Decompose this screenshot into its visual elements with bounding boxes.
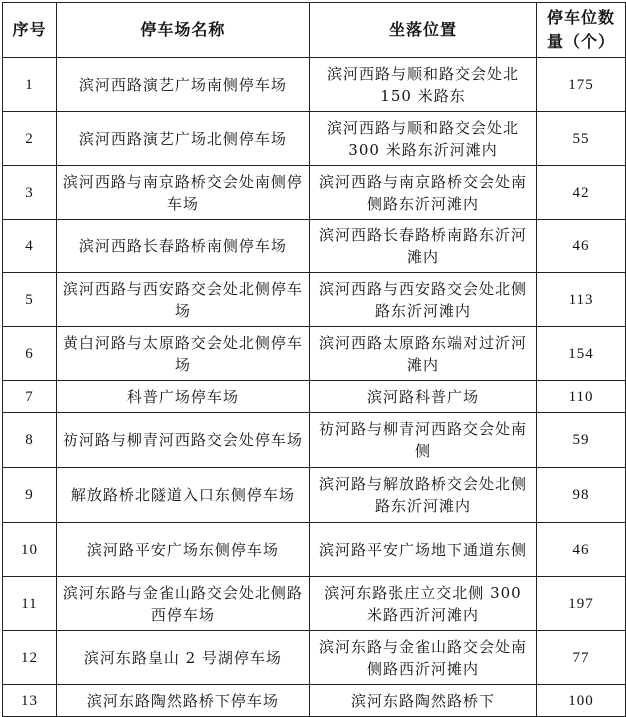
row-name: 滨河路平安广场东侧停车场 — [56, 523, 309, 577]
row-location: 滨河路科普广场 — [309, 381, 536, 413]
row-name: 滨河东路与金雀山路交会处北侧路西停车场 — [56, 577, 309, 631]
row-location: 滨河东路陶然路桥下 — [309, 685, 536, 717]
row-location: 滨河路平安广场地下通道东侧 — [309, 523, 536, 577]
row-count: 46 — [537, 523, 626, 577]
table-row — [3, 413, 626, 468]
row-name: 滨河西路演艺广场北侧停车场 — [56, 112, 309, 166]
table-row — [3, 220, 626, 273]
row-count: 154 — [537, 327, 626, 381]
table-row — [3, 273, 626, 327]
row-count: 77 — [537, 631, 626, 685]
table-row — [3, 327, 626, 381]
row-name: 黄白河路与太原路交会处北侧停车场 — [56, 327, 309, 381]
row-no: 10 — [3, 523, 57, 577]
row-no: 6 — [3, 327, 57, 381]
row-no: 2 — [3, 112, 57, 166]
row-location: 祊河路与柳青河西路交会处南侧 — [309, 413, 536, 468]
table-row — [3, 58, 626, 112]
row-location: 滨河西路长春路桥南路东沂河滩内 — [309, 220, 536, 273]
table-row — [3, 468, 626, 523]
header-name: 停车场名称 — [56, 3, 309, 58]
row-name: 滨河西路与南京路桥交会处南侧停车场 — [56, 166, 309, 220]
table-row — [3, 523, 626, 577]
row-no: 12 — [3, 631, 57, 685]
row-count: 110 — [537, 381, 626, 413]
row-no: 5 — [3, 273, 57, 327]
row-count: 175 — [537, 58, 626, 112]
row-no: 4 — [3, 220, 57, 273]
row-count: 59 — [537, 413, 626, 468]
header-location: 坐落位置 — [309, 3, 536, 58]
row-count: 100 — [537, 685, 626, 717]
row-name: 祊河路与柳青河西路交会处停车场 — [56, 413, 309, 468]
row-name: 滨河东路皇山 2 号湖停车场 — [56, 631, 309, 685]
row-name: 滨河西路演艺广场南侧停车场 — [56, 58, 309, 112]
row-location: 滨河东路张庄立交北侧 300 米路西沂河滩内 — [309, 577, 536, 631]
row-location: 滨河西路与西安路交会处北侧路东沂河滩内 — [309, 273, 536, 327]
table-row — [3, 112, 626, 166]
row-no: 9 — [3, 468, 57, 523]
row-no: 1 — [3, 58, 57, 112]
row-location: 滨河东路与金雀山路交会处南侧路西沂河摊内 — [309, 631, 536, 685]
row-count: 42 — [537, 166, 626, 220]
parking-lot-table — [2, 2, 626, 717]
row-name: 滨河西路长春路桥南侧停车场 — [56, 220, 309, 273]
row-location: 滨河西路与顺和路交会处北 150 米路东 — [309, 58, 536, 112]
row-count: 113 — [537, 273, 626, 327]
row-no: 11 — [3, 577, 57, 631]
row-no: 13 — [3, 685, 57, 717]
row-name: 滨河西路与西安路交会处北侧停车场 — [56, 273, 309, 327]
row-name: 科普广场停车场 — [56, 381, 309, 413]
header-row — [3, 3, 626, 58]
row-count: 55 — [537, 112, 626, 166]
row-name: 滨河东路陶然路桥下停车场 — [56, 685, 309, 717]
table-row — [3, 577, 626, 631]
table-row — [3, 685, 626, 717]
row-location: 滨河路与解放路桥交会处北侧路东沂河滩内 — [309, 468, 536, 523]
row-no: 8 — [3, 413, 57, 468]
row-name: 解放路桥北隧道入口东侧停车场 — [56, 468, 309, 523]
row-no: 3 — [3, 166, 57, 220]
table-row — [3, 631, 626, 685]
row-location: 滨河西路与顺和路交会处北 300 米路东沂河滩内 — [309, 112, 536, 166]
row-location: 滨河西路太原路东端对过沂河滩内 — [309, 327, 536, 381]
row-location: 滨河西路与南京路桥交会处南侧路东沂河滩内 — [309, 166, 536, 220]
table-row — [3, 381, 626, 413]
row-count: 98 — [537, 468, 626, 523]
row-count: 197 — [537, 577, 626, 631]
row-no: 7 — [3, 381, 57, 413]
header-no: 序号 — [3, 3, 57, 58]
header-count: 停车位数量（个） — [537, 3, 626, 58]
table-row — [3, 166, 626, 220]
row-count: 46 — [537, 220, 626, 273]
